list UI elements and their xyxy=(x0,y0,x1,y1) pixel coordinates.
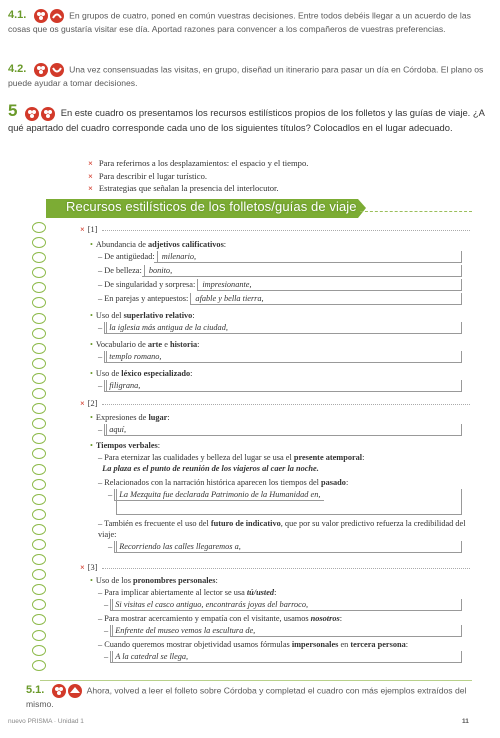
activity-number: 5 xyxy=(8,101,18,120)
dotted-rule xyxy=(102,568,470,569)
cross-icon: × xyxy=(88,158,93,168)
ring-decoration xyxy=(32,267,46,278)
footer-book-unit: nuevo PRISMA · Unidad 1 xyxy=(8,718,84,725)
group-icon xyxy=(51,683,85,699)
ring-decoration xyxy=(32,630,46,641)
ring-decoration xyxy=(32,237,46,248)
s1-bullet-arte: • Vocabulario de arte e historia: xyxy=(90,340,200,349)
activity-text: Ahora, volved a leer el folleto sobre Córdoba y completad el cuadro con más ejemplos extraídos del mismo. xyxy=(26,685,467,709)
group-icon xyxy=(33,62,67,78)
s2-futuro: – También es frecuente el uso del futuro de indicativo, que por su valor predictivo refuerza la credibilidad del viaje: xyxy=(98,519,466,539)
ring-decoration xyxy=(32,494,46,505)
ring-decoration xyxy=(32,403,46,414)
dotted-rule xyxy=(102,230,470,231)
ring-decoration xyxy=(32,539,46,550)
title-list xyxy=(88,157,308,195)
s3-nosotros: – Para mostrar acercamiento y empatía con el visitante, usamos nosotros: xyxy=(98,614,343,623)
ring-decoration xyxy=(32,418,46,429)
activity-4-1 xyxy=(8,8,493,36)
ring-decoration xyxy=(32,297,46,308)
ring-decoration xyxy=(32,509,46,520)
banner-dashed-line xyxy=(360,211,472,212)
s1-item: – De singularidad y sorpresa: impresionante, xyxy=(98,279,256,291)
cross-icon: × xyxy=(88,183,93,193)
s3-answer: – Si visitas el casco antiguo, encontrarás joyas del barroco, xyxy=(104,599,312,611)
s1-item: – En parejas y antepuestos: afable y bella tierra, xyxy=(98,293,268,305)
activity-4-2 xyxy=(8,62,493,90)
section-3: × [3] xyxy=(80,563,98,572)
activity-text: En grupos de cuatro, poned en común vuestras decisiones. Entre todos debéis llegar a un acuerdo de las cosas que os gustaría visitar ese día. Aportad razones para convencer a los compañeros de vuestras preferencias. xyxy=(8,10,471,34)
cross-icon: × xyxy=(80,225,85,234)
ring-decoration xyxy=(32,222,46,233)
box-title: Recursos estilísticos de los folletos/guías de viaje xyxy=(66,199,357,214)
ring-decoration xyxy=(32,252,46,263)
list-item: × Para describir el lugar turístico. xyxy=(88,170,208,181)
ring-decoration xyxy=(32,448,46,459)
ring-decoration xyxy=(32,433,46,444)
s1-answer: – la iglesia más antigua de la ciudad, xyxy=(98,322,232,334)
s3-answer: – A la catedral se llega, xyxy=(104,651,192,663)
activity-number: 4.2. xyxy=(8,63,27,76)
s2-bullet-tiempos: • Tiempos verbales: xyxy=(90,441,161,450)
cross-icon: × xyxy=(80,399,85,408)
ring-decoration xyxy=(32,599,46,610)
activity-5 xyxy=(8,101,493,134)
ring-decoration xyxy=(32,343,46,354)
group-icon xyxy=(33,8,67,24)
cross-icon: × xyxy=(80,563,85,572)
section-2: × [2] xyxy=(80,399,98,408)
ring-decoration xyxy=(32,479,46,490)
s3-impersonal: – Cuando queremos mostrar objetividad usamos fórmulas impersonales en tercera persona: xyxy=(98,640,409,649)
ring-decoration xyxy=(32,660,46,671)
s1-bullet-lexico: • Uso de léxico especializado: xyxy=(90,369,193,378)
ring-decoration xyxy=(32,328,46,339)
activity-number: 4.1. xyxy=(8,9,27,22)
s2-presente: – Para eternizar las cualidades y belleza del lugar se usa el presente atemporal: La plaza es el punto de reunión de los viajeros al caer la noche. xyxy=(98,453,365,473)
ring-decoration xyxy=(32,645,46,656)
ring-decoration xyxy=(32,313,46,324)
s2-pasado: – Relacionados con la narración histórica aparecen los tiempos del pasado: xyxy=(98,478,349,487)
page-number: 11 xyxy=(462,718,469,725)
activity-text: Una vez consensuadas las visitas, en grupo, diseñad un itinerario para pasar un día en Córdoba. El plano os puede ayudar a tomar decisiones. xyxy=(8,64,484,88)
ring-decoration xyxy=(32,282,46,293)
ring-decoration xyxy=(32,584,46,595)
ring-decoration xyxy=(32,464,46,475)
s1-answer: – templo romano, xyxy=(98,351,165,363)
group-icon xyxy=(24,106,58,122)
s3-bullet-pronombres: • Uso de los pronombres personales: xyxy=(90,576,218,585)
s3-answer: – Enfrente del museo vemos la escultura de, xyxy=(104,625,259,637)
s1-item: – De antigüedad: milenario, xyxy=(98,251,200,263)
ring-decoration xyxy=(32,373,46,384)
s3-tu: – Para implicar abiertamente al lector se usa tú/usted: xyxy=(98,588,277,597)
s1-item: – De belleza: bonito, xyxy=(98,265,176,277)
activity-5-1 xyxy=(26,683,478,711)
ring-decoration xyxy=(32,358,46,369)
cross-icon: × xyxy=(88,170,93,181)
ring-decoration xyxy=(32,614,46,625)
s2-bullet-lugar: • Expresiones de lugar: xyxy=(90,413,170,422)
ring-decoration xyxy=(32,554,46,565)
section-1: × [1] xyxy=(80,225,98,234)
s1-bullet-adjetivos: • Abundancia de adjetivos calificativos: xyxy=(90,240,227,249)
ring-decoration xyxy=(32,569,46,580)
s2-answer: – aquí, xyxy=(98,424,130,436)
activity-number: 5.1. xyxy=(26,684,45,697)
s2-answer: – Recorriendo las calles llegaremos a, xyxy=(108,541,245,553)
list-item: × Estrategias que señalan la presencia del interlocutor. xyxy=(88,183,279,193)
list-item: × Para referirnos a los desplazamientos: el espacio y el tiempo. xyxy=(88,158,309,168)
ring-decoration xyxy=(32,524,46,535)
activity-text: En este cuadro os presentamos los recursos estilísticos propios de los folletos y las guías de viaje. ¿A qué apartado del cuadro corresponde cada uno de los siguientes títulos? Colocadlos en el lugar adecuado. xyxy=(8,107,485,133)
ring-decoration xyxy=(32,388,46,399)
s1-answer: – filigrana, xyxy=(98,380,144,392)
dotted-rule xyxy=(102,404,470,405)
s1-bullet-superlativo: • Uso del superlativo relativo: xyxy=(90,311,195,320)
s2-answer: – La Mezquita fue declarada Patrimonio de la Humanidad en, xyxy=(108,489,324,501)
notebook-rings xyxy=(32,222,52,675)
